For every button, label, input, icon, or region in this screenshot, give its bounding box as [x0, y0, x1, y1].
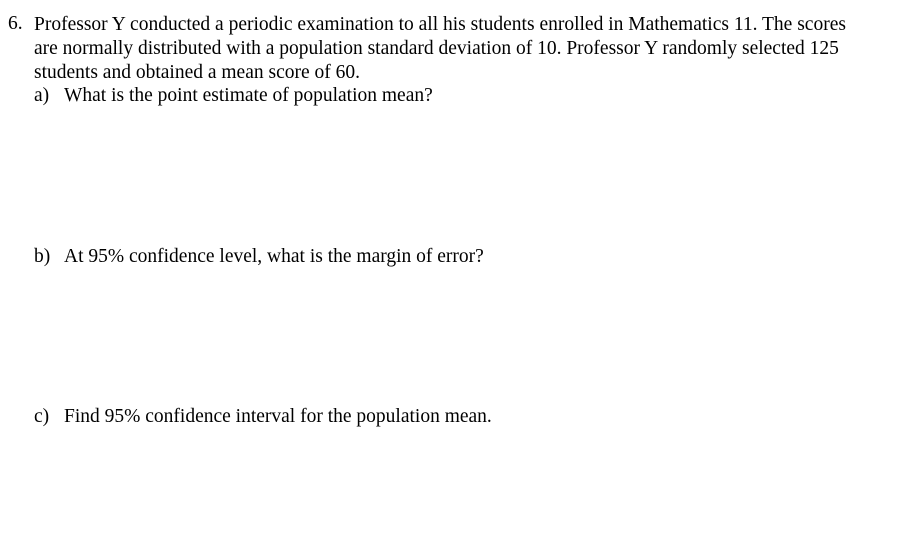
question-number: 6. [8, 13, 23, 34]
question-text-line-3: students and obtained a mean score of 60. [34, 62, 360, 83]
question-text-line-2: are normally distributed with a population standard deviation of 10. Professor Y randomly selected 125 [34, 38, 839, 59]
part-b [34, 245, 484, 269]
part-a-letter: a) [34, 85, 50, 106]
part-b-text: At 95% confidence level, what is the margin of error? [64, 246, 484, 267]
part-a-text: What is the point estimate of population mean? [64, 85, 433, 106]
part-b-letter: b) [34, 246, 51, 267]
question-text-line-1: Professor Y conducted a periodic examination to all his students enrolled in Mathematics 11. The scores [34, 14, 846, 35]
part-c-text: Find 95% confidence interval for the population mean. [64, 406, 492, 427]
part-a [34, 84, 433, 108]
part-c [34, 405, 492, 429]
part-c-letter: c) [34, 406, 50, 427]
